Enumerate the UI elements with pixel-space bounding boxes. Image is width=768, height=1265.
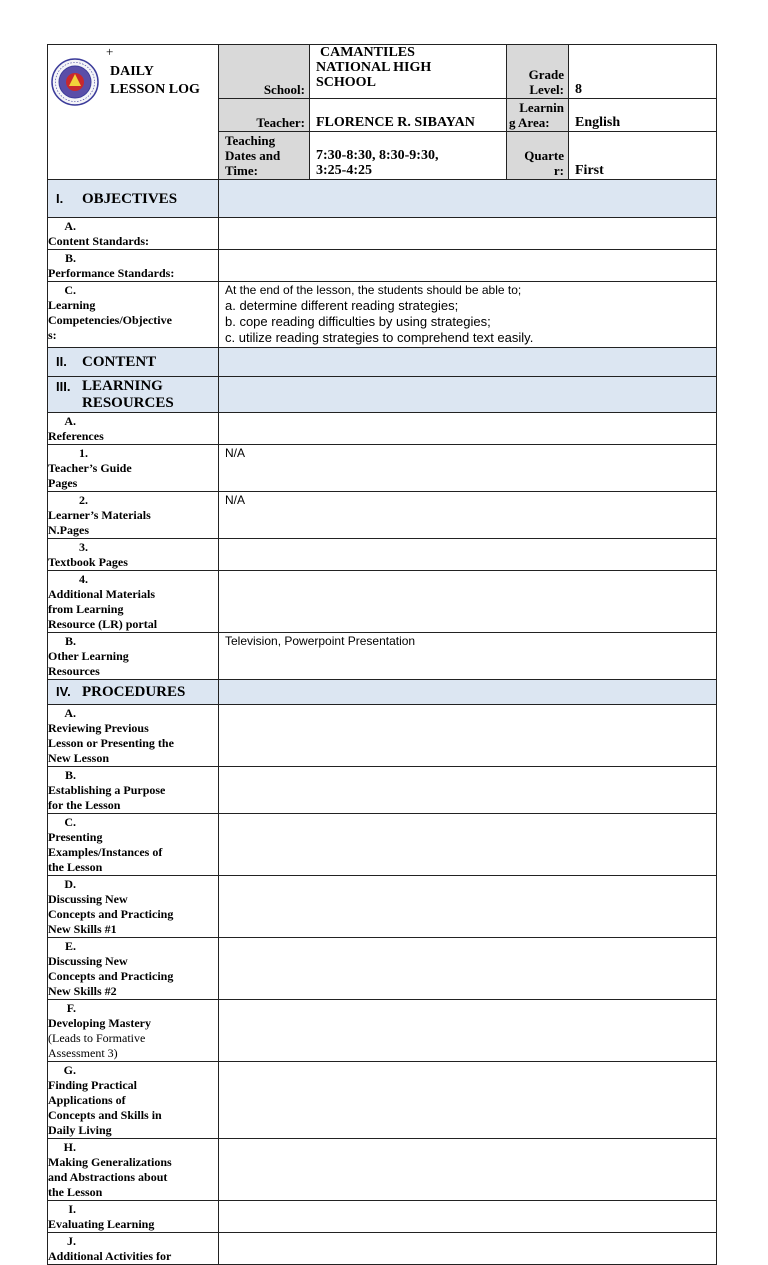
- teacher-label: Teacher:: [219, 99, 310, 132]
- resources-heading: III. LEARNING RESOURCES: [48, 377, 219, 413]
- procedure-d-label: D. Discussing New Concepts and Practicing New Skills #1: [48, 876, 219, 938]
- procedures-heading: IV. PROCEDURES: [48, 680, 219, 705]
- school-value: CAMANTILES NATIONAL HIGH SCHOOL: [310, 45, 507, 99]
- quarter-label: Quarte r:: [507, 132, 569, 180]
- competencies-label: C. Learning Competencies/Objective s:: [48, 282, 219, 348]
- lesson-log-table: [47, 44, 717, 1265]
- teachers-guide-label: 1. Teacher’s Guide Pages: [48, 445, 219, 492]
- performance-standards-label: B.Performance Standards:: [48, 250, 219, 282]
- additional-materials-label: 4. Additional Materials from Learning Resource (LR) portal: [48, 571, 219, 633]
- procedure-e-value: [219, 938, 717, 1000]
- header-logo-cell: [48, 45, 219, 180]
- quarter-value: First: [569, 132, 717, 180]
- procedures-heading-value: [219, 680, 717, 705]
- procedure-g-value: [219, 1062, 717, 1139]
- objectives-heading-value: [219, 180, 717, 218]
- content-heading-value: [219, 348, 717, 377]
- procedure-e-label: E. Discussing New Concepts and Practicing New Skills #2: [48, 938, 219, 1000]
- textbook-pages-label: 3.Textbook Pages: [48, 539, 219, 571]
- teacher-value: FLORENCE R. SIBAYAN: [310, 99, 507, 132]
- document-title: DAILY LESSON LOG: [110, 64, 200, 97]
- teachers-guide-value: N/A: [219, 445, 717, 492]
- procedure-i-value: [219, 1201, 717, 1233]
- learners-materials-label: 2. Learner’s Materials N.Pages: [48, 492, 219, 539]
- content-standards-label: A.Content Standards:: [48, 218, 219, 250]
- area-label: Learnin g Area:: [507, 99, 569, 132]
- performance-standards-value: [219, 250, 717, 282]
- procedure-g-label: G. Finding Practical Applications of Concepts and Skills in Daily Living: [48, 1062, 219, 1139]
- procedure-i-label: I.Evaluating Learning: [48, 1201, 219, 1233]
- grade-value: 8: [569, 45, 717, 99]
- dates-label: Teaching Dates and Time:: [219, 132, 310, 180]
- deped-seal-icon: [51, 58, 99, 106]
- procedure-b-value: [219, 767, 717, 814]
- procedure-a-value: [219, 705, 717, 767]
- learners-materials-value: N/A: [219, 492, 717, 539]
- procedure-b-label: B. Establishing a Purpose for the Lesson: [48, 767, 219, 814]
- procedure-j-value: [219, 1233, 717, 1265]
- grade-label: Grade Level:: [507, 45, 569, 99]
- procedure-f-value: [219, 1000, 717, 1062]
- lesson-log-page: [47, 44, 716, 1265]
- references-label: A.References: [48, 413, 219, 445]
- other-resources-value: Television, Powerpoint Presentation: [219, 633, 717, 680]
- procedure-j-label: J.Additional Activities for: [48, 1233, 219, 1265]
- procedure-h-label: H. Making Generalizations and Abstractions about the Lesson: [48, 1139, 219, 1201]
- procedure-h-value: [219, 1139, 717, 1201]
- textbook-pages-value: [219, 539, 717, 571]
- references-value: [219, 413, 717, 445]
- procedure-c-label: C. Presenting Examples/Instances of the Lesson: [48, 814, 219, 876]
- content-standards-value: [219, 218, 717, 250]
- competencies-value: At the end of the lesson, the students should be able to; a. determine different reading strategies; b. cope reading difficulties by using strategies; c. utilize reading strategies to comprehend text easily.: [219, 282, 717, 348]
- content-heading: II. CONTENT: [48, 348, 219, 377]
- objectives-heading: I. OBJECTIVES: [48, 180, 219, 218]
- resources-heading-value: [219, 377, 717, 413]
- plus-mark: +: [106, 44, 114, 59]
- procedure-c-value: [219, 814, 717, 876]
- procedure-a-label: A. Reviewing Previous Lesson or Presenting the New Lesson: [48, 705, 219, 767]
- dates-value: 7:30-8:30, 8:30-9:30, 3:25-4:25: [310, 132, 507, 180]
- procedure-d-value: [219, 876, 717, 938]
- other-resources-label: B. Other Learning Resources: [48, 633, 219, 680]
- procedure-f-label: F. Developing Mastery (Leads to Formative Assessment 3): [48, 1000, 219, 1062]
- additional-materials-value: [219, 571, 717, 633]
- area-value: English: [569, 99, 717, 132]
- school-label: School:: [219, 45, 310, 99]
